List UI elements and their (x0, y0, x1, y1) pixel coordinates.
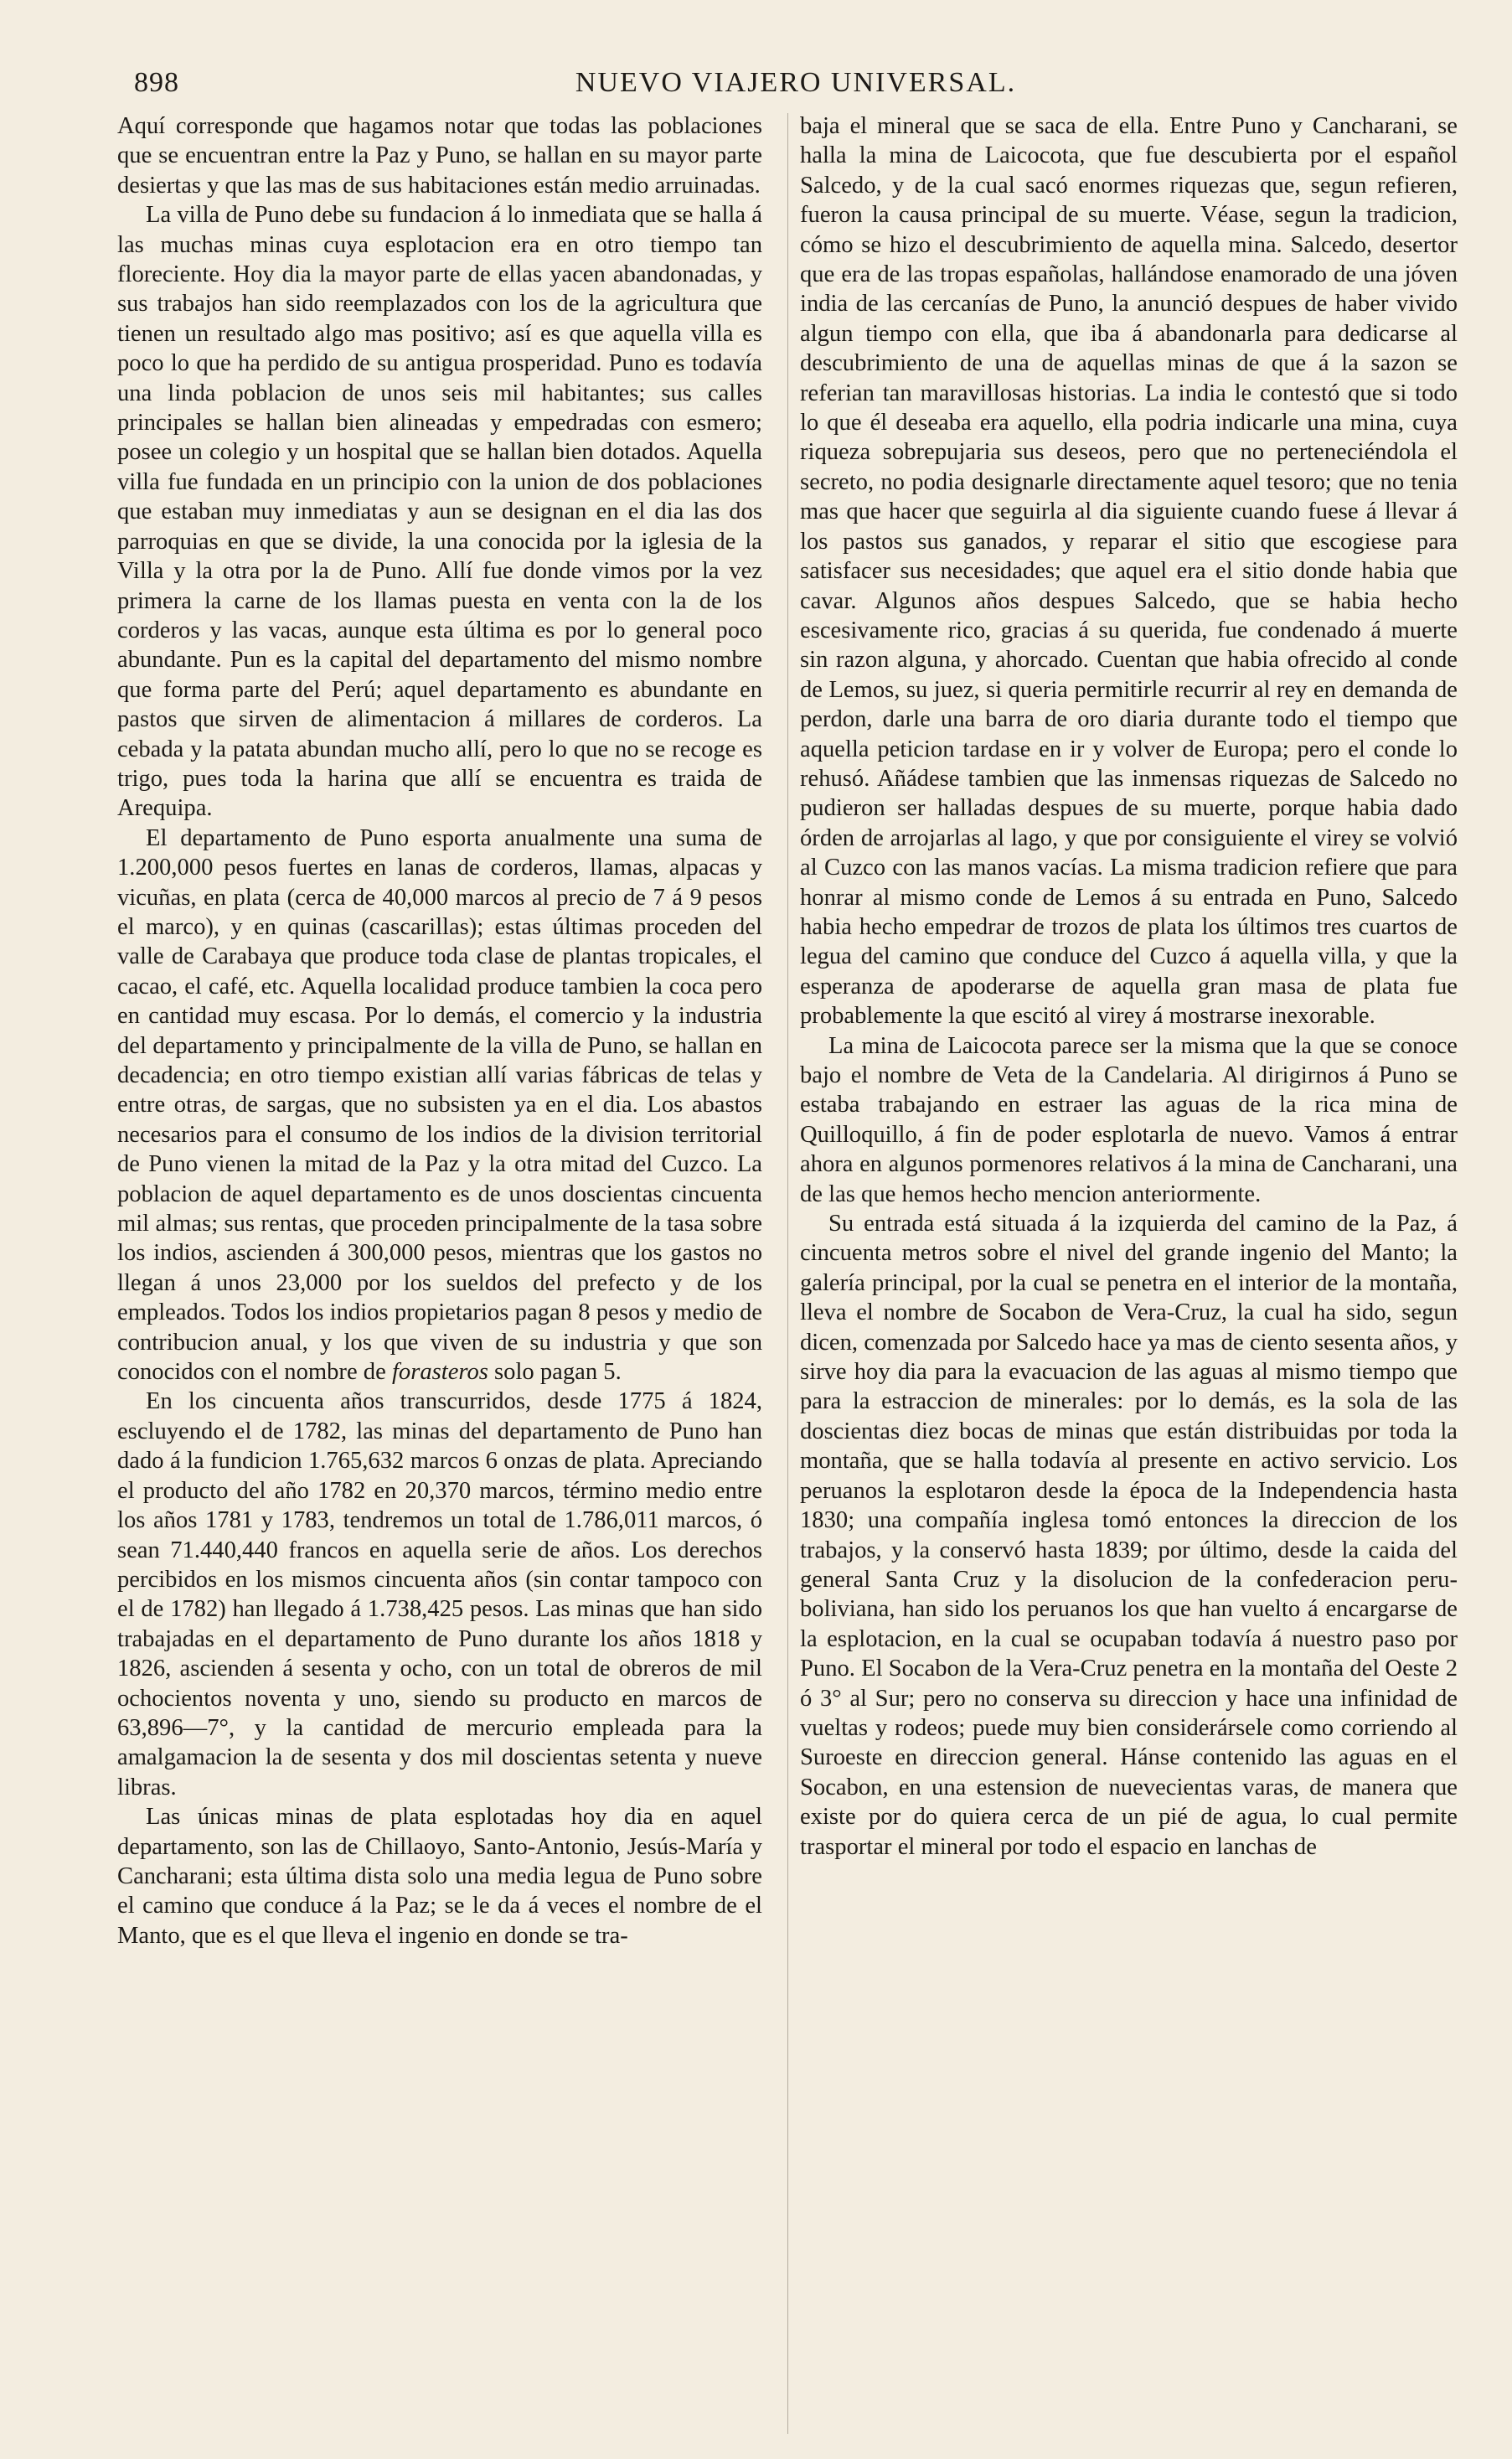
paragraph-text: El departamento de Puno esporta anualmente una suma de 1.200,000 pesos fuertes en lanas de corderos, llamas, alpacas y vicuñas, en plata (cerca de 40,000 marcos al precio de 7 á 9 pesos el marco), y en quinas (cascarillas); estas últimas proceden del valle de Carabaya que produce toda clase de plantas tropicales, el cacao, el café, etc. Aquella localidad produce tambien la coca pero en cantidad muy escasa. Por lo demás, el comercio y la industria del departamento y principalmente de la villa de Puno, se hallan en decadencia; en otro tiempo existian allí varias fábricas de telas y entre otras, de sargas, que no subsisten ya en el dia. Los abastos necesarios para el consumo de los indios de la division territorial de Puno vienen la mitad de la Paz y la otra mitad del Cuzco. La poblacion de aquel departamento es de unos doscientas cincuenta mil almas; sus rentas, que proceden principalmente de la tasa sobre los indios, ascienden á 300,000 pesos, mientras que los gastos no llegan á unos 23,000 por los sueldos del prefecto y de los empleados. Todos los indios propietarios pagan 8 pesos y medio de contribucion anual, y los que viven de su industria y que son conocidos con el nombre de (117, 824, 762, 1386)
page-header (134, 67, 1458, 109)
column-divider (787, 113, 788, 2434)
paragraph-text: solo pagan 5. (494, 1359, 622, 1386)
paragraph: Su entrada está situada á la izquierda del camino de la Paz, á cincuenta metros sobre el nivel del grande ingenio del Manto; la galería principal, por la cual se penetra en el interior de la montaña, lleva el nombre de Socabon de Vera-Cruz, la cual ha sido, segun dicen, comenzada por Salcedo hace ya mas de ciento sesenta años, y sirve hoy dia para la evacuacion de las aguas al mismo tiempo que para la estraccion de minerales: por lo demás, es la sola de las doscientas diez bocas de minas que están distribuidas por toda la montaña, que se halla todavía al presente en activo servicio. Los peruanos la esplotaron desde la época de la Independencia hasta 1830; una compañía inglesa tomó entonces la direccion de los trabajos, y la conservó hasta 1839; por último, desde la caida del general Santa Cruz y la disolucion de la confederacion peru-boliviana, han sido los peruanos los que han vuelto á encargarse de la esplotacion, en la cual se ocupaban todavía á nuestro paso por Puno. El Socabon de la Vera-Cruz penetra en la montaña del Oeste 2 ó 3° al Sur; pero no conserva su direccion y hace una infinidad de vueltas y rodeos; puede muy bien considerársele como corriendo al Suroeste en direccion general. Hánse contenido las aguas en el Socabon, en una estension de nuevecientas varas, de manera que existe por do quiera cerca de un pié de agua, lo cual permite trasportar el mineral por todo el espacio en lanchas de (800, 1211, 1458, 1860)
paragraph (117, 824, 762, 1387)
page-number: 898 (134, 67, 179, 98)
paragraph: La mina de Laicocota parece ser la misma que la que se conoce bajo el nombre de Veta de la Candelaria. Al dirigirnos á Puno se estaba trabajando en estraer las aguas de la rica mina de Quilloquillo, á fin de poder esplotarla de nuevo. Vamos á entrar ahora en algunos pormenores relativos á la mina de Cancharani, una de las que hemos hecho mencion anteriormente. (800, 1032, 1458, 1207)
paragraph: En los cincuenta años transcurridos, desde 1775 á 1824, escluyendo el de 1782, las minas del departamento de Puno han dado á la fundicion 1.765,632 marcos 6 onzas de plata. Apreciando el producto del año 1782 en 20,370 marcos, término medio entre los años 1781 y 1783, tendremos un total de 1.786,011 marcos, ó sean 71.440,440 francos en aquella serie de años. Los derechos percibidos en los mismos cincuenta años (sin contar tampoco con el de 1782) han llegado á 1.738,425 pesos. Las minas que han sido trabajadas en el departamento de Puno durante los años 1818 y 1826, ascienden á sesenta y ocho, con un total de obreros de mil ochocientos noventa y uno, siendo su producto en marcos de 63,896—7°, y la cantidad de mercurio empleada para la amalgamacion la de sesenta y dos mil doscientas setenta y nueve libras. (117, 1388, 762, 1800)
right-column (800, 111, 1458, 1862)
running-title: NUEVO VIAJERO UNIVERSAL. (575, 67, 1017, 98)
paragraph: baja el mineral que se saca de ella. Entre Puno y Cancharani, se halla la mina de Laicocota, que fue descubierta por el español Salcedo, y de la cual sacó enormes riquezas que, segun refieren, fueron la causa principal de su muerte. Véase, segun la tradicion, cómo se hizo el descubrimiento de aquella mina. Salcedo, desertor que era de las tropas españolas, hallándose enamorado de una jóven india de las cercanías de Puno, la anunció despues de haber vivido algun tiempo con ella, que iba á abandonarla para dedicarse al descubrimiento de una de aquellas minas de que á la sazon se referian tan maravillosas historias. La india le contestó que si todo lo que él deseaba era aquello, ella podria indicarle una mina, cuya riqueza sobrepujaria sus deseos, pero que no perteneciéndola el secreto, no podia designarle directamente aquel tesoro; que no tenia mas que hacer que seguirla al dia siguiente cuando fuese á llevar á los pastos sus ganados, y reparar el sitio que escogiese para satisfacer sus necesidades; que aquel era el sitio donde habia que cavar. Algunos años despues Salcedo, que se habia hecho escesivamente rico, gracias á su querida, fue condenado á muerte sin razon alguna, y ahorcado. Cuentan que habia ofrecido al conde de Lemos, su juez, si queria permitirle recurrir al rey en demanda de perdon, darle una barra de oro diaria durante todo el tiempo que aquella peticion tardase en ir y volver de Europa; pero el conde lo rehusó. Añádese tambien que las inmensas riquezas de Salcedo no pudieron ser halladas despues de su muerte, porque habia dado órden de arrojarlas al lago, y que por consiguiente el virey se volvió al Cuzco con las manos vacías. La misma tradicion refiere que para honrar al mismo conde de Lemos á su entrada en Puno, Salcedo habia hecho empedrar de trozos de plata los últimos tres cuartos de legua del camino que conduce del Cuzco á aquella villa, y que la esperanza de apoderarse de aquella gran masa de plata fue probablemente la que escitó al virey á mostrarse inexorable. (800, 113, 1458, 1030)
paragraph: La villa de Puno debe su fundacion á lo inmediata que se halla á las muchas minas cuya esplotacion era en otro tiempo tan floreciente. Hoy dia la mayor parte de ellas yacen abandonadas, y sus trabajos han sido reemplazados con los de la agricultura que tienen un resultado algo mas positivo; así es que aquella villa es poco lo que ha perdido de su antigua prosperidad. Puno es todavía una linda poblacion de unos seis mil habitantes; sus calles principales se hallan bien alineadas y empedradas con esmero; posee un colegio y un hospital que se hallan bien dotados. Aquella villa fue fundada en un principio con la union de dos poblaciones que estaban muy inmediatas y aun se designan en el dia las dos parroquias en que se divide, la una conocida por la iglesia de la Villa y la otra por la de Puno. Allí fue donde vimos por la vez primera la carne de los llamas puesta en venta con la de los corderos y las vacas, aunque esta última es por lo general poco abundante. Pun es la capital del departamento del mismo nombre que forma parte del Perú; aquel departamento es abundante en pastos que sirven de alimentacion á millares de corderos. La cebada y la patata abundan mucho allí, pero lo que no se recoge es trigo, pues toda la harina que allí se encuentra es traida de Arequipa. (117, 202, 762, 822)
left-column (117, 111, 762, 1950)
italic-term: forasteros (391, 1359, 488, 1386)
paragraph: Aquí corresponde que hagamos notar que todas las poblaciones que se encuentran entre la Paz y Puno, se hallan en su mayor parte desiertas y que las mas de sus habitaciones están medio arruinadas. (117, 113, 762, 199)
paragraph: Las únicas minas de plata esplotadas hoy dia en aquel departamento, son las de Chillaoyo, Santo-Antonio, Jesús-María y Cancharani; esta última dista solo una media legua de Puno sobre el camino que conduce á la Paz; se le da á veces el nombre de el Manto, que es el que lleva el ingenio en donde se tra- (117, 1804, 762, 1949)
